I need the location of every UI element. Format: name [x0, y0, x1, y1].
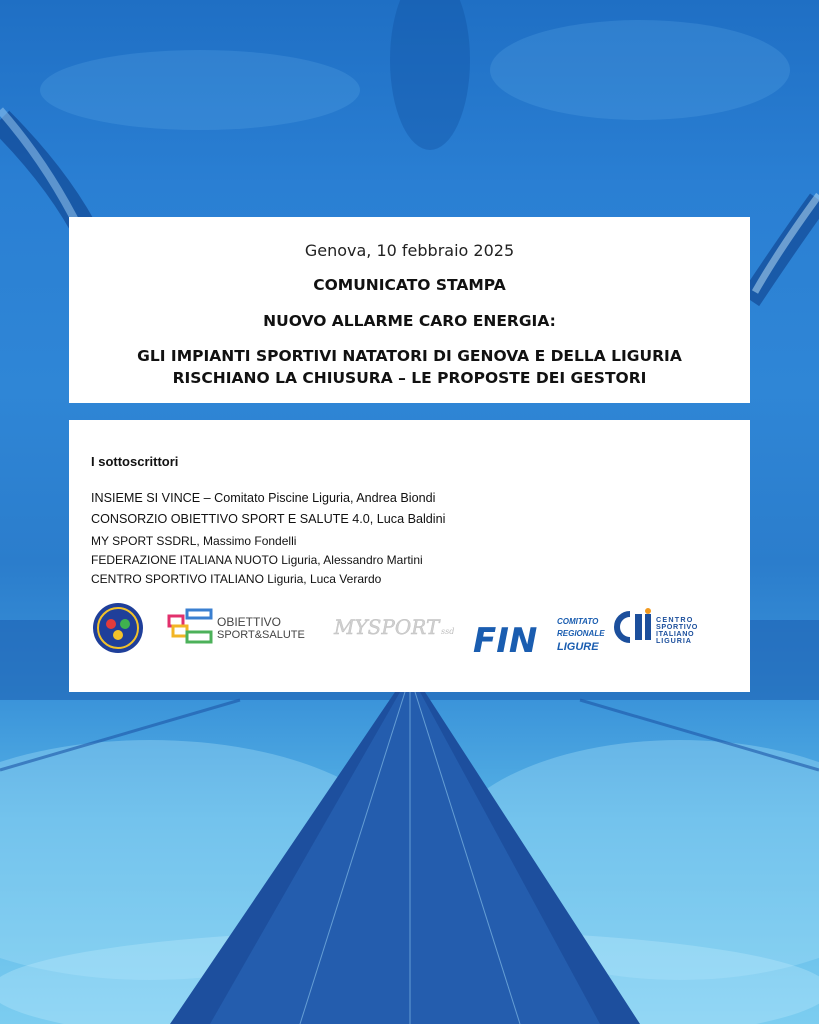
obiettivo-sport-salute-logo	[169, 610, 305, 642]
partner-logos	[69, 600, 750, 660]
release-date: Genova, 10 febbraio 2025	[304, 241, 515, 260]
csi-line-1: CENTRO	[656, 615, 694, 624]
signatories-title: I sottoscrittori	[91, 454, 179, 469]
obiettivo-text-2: SPORT&SALUTE	[217, 629, 305, 641]
signatory-org: INSIEME SI VINCE	[91, 491, 201, 505]
csi-line-2: SPORTIVO	[656, 622, 698, 631]
subheadline-line-2: RISCHIANO LA CHIUSURA – LE PROPOSTE DEI GESTORI	[172, 369, 647, 387]
signatory-org: FEDERAZIONE ITALIANA NUOTO	[91, 553, 278, 567]
signatory-item	[91, 553, 423, 567]
mysport-suffix: ssd	[441, 627, 455, 636]
press-release-header	[69, 217, 750, 403]
signatory-org: MY SPORT SSDRL	[91, 534, 197, 548]
release-label: COMUNICATO STAMPA	[313, 276, 506, 294]
fin-text: FIN	[473, 621, 538, 660]
mysport-text: MYSPORT	[334, 615, 440, 639]
signatory-item	[91, 491, 435, 505]
insieme-si-vince-logo	[93, 603, 143, 653]
signatory-item	[91, 572, 381, 586]
signatory-details: , Massimo Fondelli	[196, 534, 297, 548]
signatory-org: CONSORZIO OBIETTIVO SPORT E SALUTE 4.0	[91, 512, 370, 526]
signatory-org: CENTRO SPORTIVO ITALIANO	[91, 572, 264, 586]
signatory-details: , Luca Baldini	[369, 512, 446, 526]
signatory-details: Liguria, Alessandro Martini	[277, 553, 423, 567]
signatory-item	[91, 512, 445, 526]
signatory-details: Liguria, Luca Verardo	[263, 572, 382, 586]
signatories-panel	[69, 420, 750, 692]
fin-line-2: REGIONALE	[557, 629, 605, 638]
obiettivo-text-1: OBIETTIVO	[217, 615, 282, 629]
signatory-item	[91, 534, 296, 548]
fin-line-1: COMITATO	[557, 617, 599, 626]
csi-liguria-logo	[617, 608, 698, 645]
fin-line-3: LIGURE	[557, 641, 599, 653]
fin-ligure-logo	[473, 617, 605, 660]
subheadline	[69, 345, 750, 389]
subheadline-line-1: GLI IMPIANTI SPORTIVI NATATORI DI GENOVA E DELLA LIGURIA	[137, 347, 682, 365]
csi-line-4: LIGURIA	[656, 636, 692, 645]
csi-line-3: ITALIANO	[656, 629, 695, 638]
mysport-logo	[333, 615, 454, 639]
signatory-details: – Comitato Piscine Liguria, Andrea Biondi	[200, 491, 436, 505]
headline: NUOVO ALLARME CARO ENERGIA:	[263, 312, 556, 330]
